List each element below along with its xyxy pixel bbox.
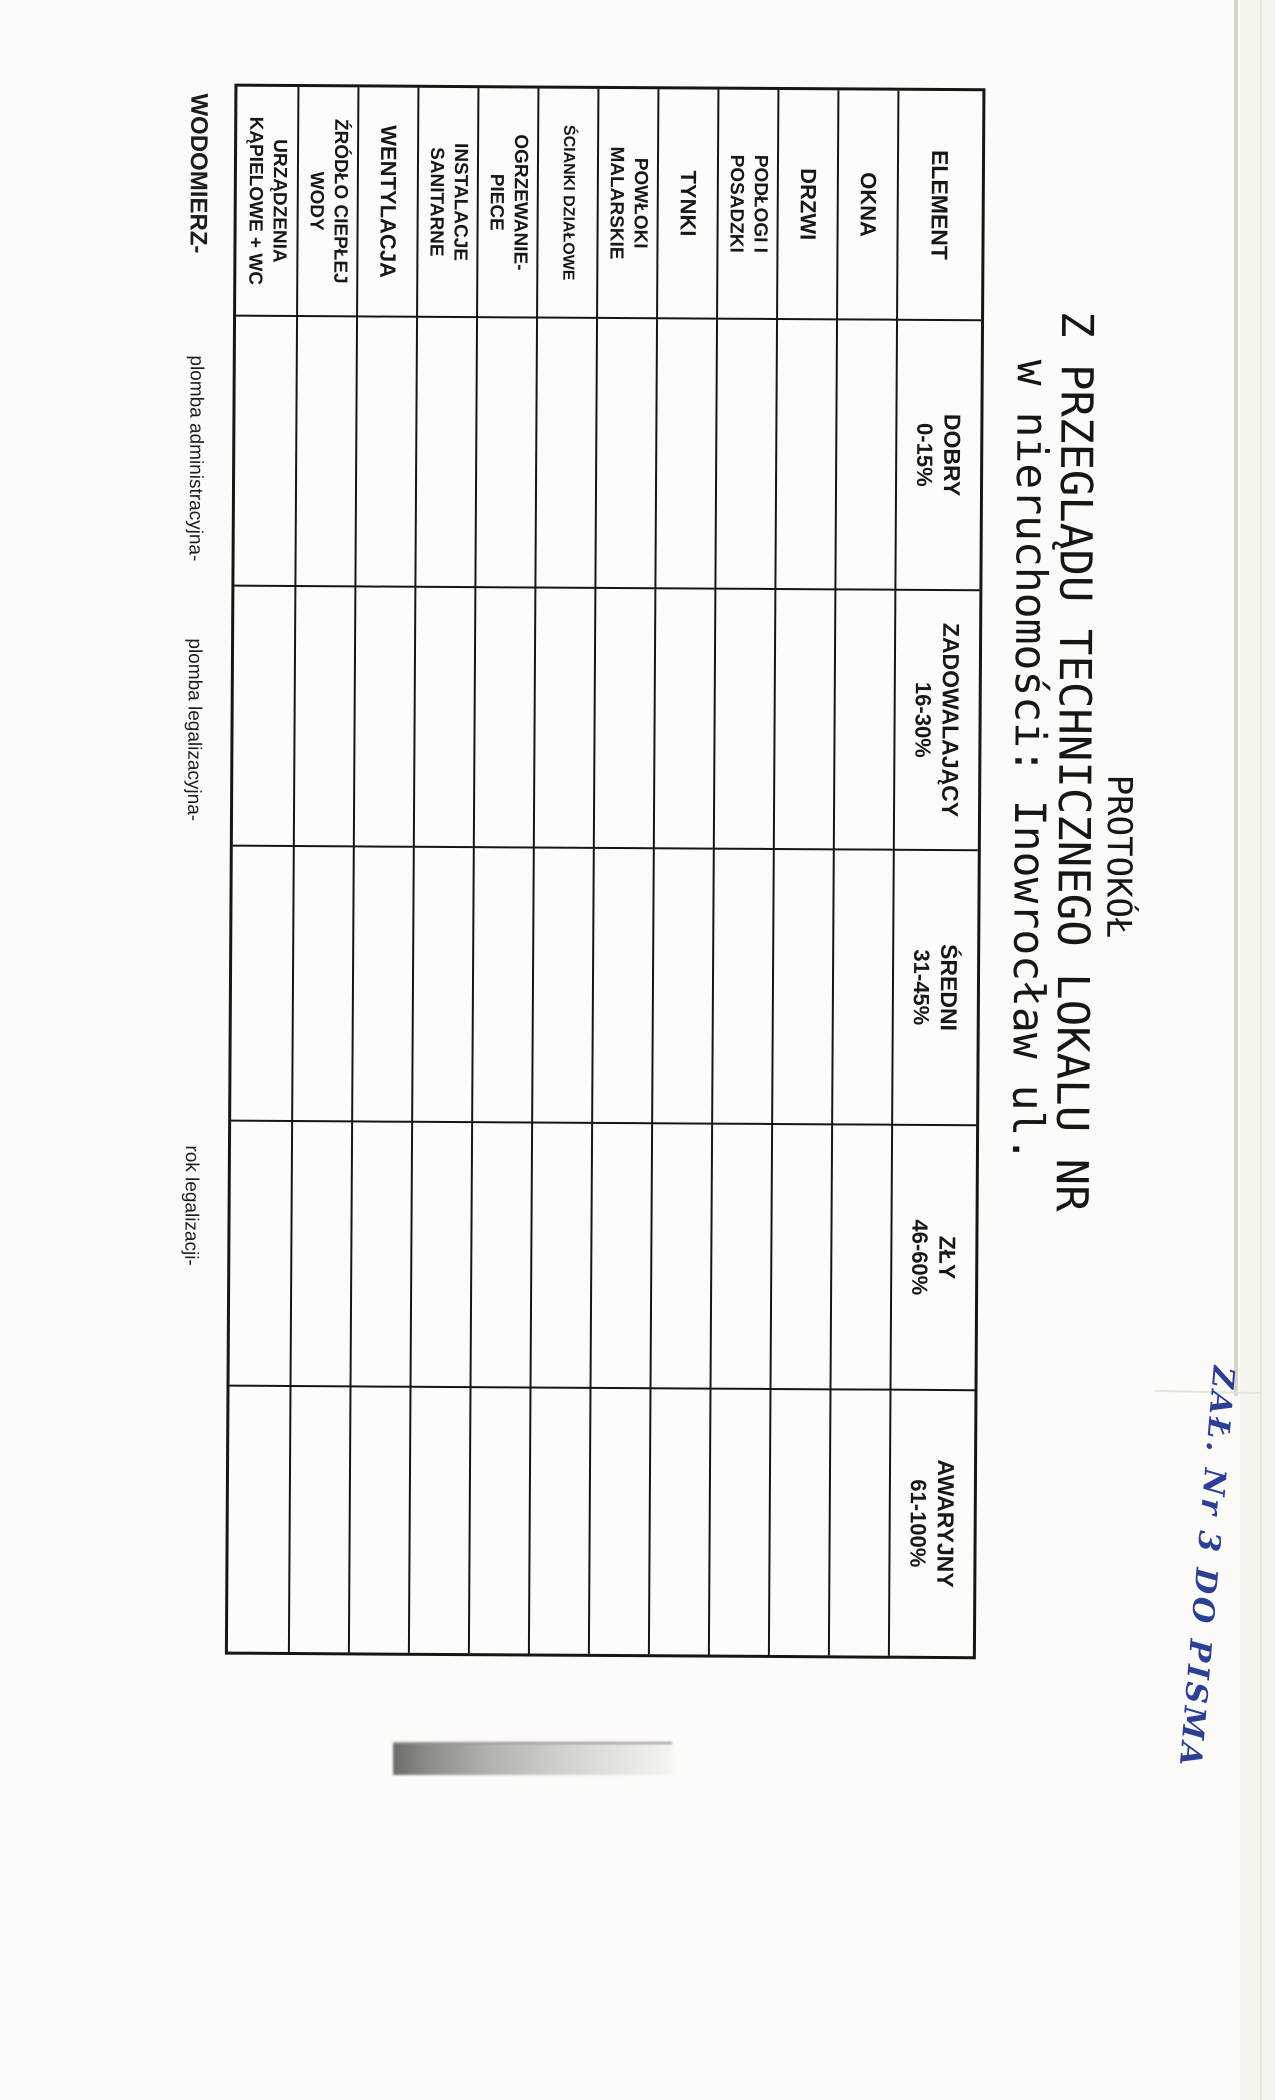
header-range: 46-60% bbox=[907, 1219, 934, 1296]
table-cell bbox=[530, 1123, 592, 1388]
table-cell bbox=[351, 847, 413, 1122]
row-label-drzwi bbox=[776, 90, 837, 320]
row-label-text: DRZWI bbox=[795, 168, 821, 241]
table-cell bbox=[348, 1387, 410, 1652]
table-cell bbox=[773, 590, 835, 850]
row-label-text: PODŁOGI I bbox=[749, 154, 772, 254]
table-cell bbox=[653, 589, 715, 849]
table-cell bbox=[410, 1123, 472, 1388]
table-cell bbox=[230, 1122, 292, 1387]
footer-rok-legalizacji: rok legalizacji- bbox=[180, 1145, 202, 1266]
row-label-powloki-malarskie bbox=[596, 89, 657, 319]
row-label-text: WODY bbox=[305, 171, 327, 231]
table-cell bbox=[413, 588, 475, 848]
table-cell bbox=[594, 319, 656, 589]
document-title-line2: Z PRZEGLĄDU TECHNICZNEGO LOKALU NR bbox=[1045, 310, 1103, 1212]
table-cell bbox=[473, 588, 535, 848]
table-cell bbox=[714, 320, 776, 590]
table-cell bbox=[228, 1387, 290, 1652]
header-label: ŚREDNI bbox=[936, 944, 963, 1032]
handwritten-attachment-note: ZAŁ. Nr 3 DO PISMA bbox=[1171, 1364, 1241, 1771]
row-label-okna bbox=[836, 90, 897, 320]
table-cell bbox=[294, 317, 356, 587]
header-cell-zly bbox=[889, 1126, 976, 1392]
header-range: 0-15% bbox=[912, 423, 938, 487]
table-cell bbox=[769, 1125, 831, 1390]
table-cell bbox=[834, 320, 896, 590]
header-label: ZADOWALAJĄCY bbox=[937, 622, 965, 818]
table-cell bbox=[233, 587, 295, 847]
document-title-block bbox=[1003, 288, 1145, 1234]
row-label-text: URZĄDZENIA bbox=[268, 139, 291, 263]
technical-inspection-table bbox=[225, 84, 986, 1660]
table-cell bbox=[231, 847, 293, 1122]
table-cell bbox=[350, 1122, 412, 1387]
table-cell bbox=[288, 1387, 350, 1652]
row-label-text: ŹRÓDŁO CIEPŁEJ bbox=[329, 118, 352, 284]
table-cell bbox=[354, 317, 416, 587]
table-cell bbox=[234, 317, 296, 587]
table-cell bbox=[831, 850, 893, 1125]
table-cell bbox=[708, 1390, 770, 1655]
table-cell bbox=[353, 587, 415, 847]
header-label: DOBRY bbox=[939, 413, 966, 497]
table-cell bbox=[771, 850, 833, 1125]
footer-plomba-administracyjna: plomba administracyjna- bbox=[184, 355, 207, 562]
row-label-text: OKNA bbox=[855, 172, 881, 237]
header-cell-dobry bbox=[894, 321, 981, 592]
table-cell bbox=[474, 318, 536, 588]
table-cell bbox=[710, 1125, 772, 1390]
table-cell bbox=[470, 1123, 532, 1388]
table-cell bbox=[408, 1388, 470, 1653]
table-cell bbox=[651, 849, 713, 1124]
header-label: ELEMENT bbox=[926, 149, 954, 260]
table-cell bbox=[593, 589, 655, 849]
table-cell bbox=[654, 319, 716, 589]
table-cell bbox=[588, 1389, 650, 1654]
table-cell bbox=[833, 590, 895, 850]
document-title-line3: w nieruchomości: Inowrocław ul. bbox=[1001, 359, 1057, 1163]
row-label-text: OGRZEWANIE- bbox=[509, 134, 532, 271]
header-cell-sredni bbox=[891, 851, 978, 1127]
header-label: ZŁY bbox=[934, 1235, 961, 1280]
table-cell bbox=[528, 1388, 590, 1653]
table-cell bbox=[768, 1390, 830, 1655]
table-cell bbox=[471, 848, 533, 1123]
table-cell bbox=[414, 318, 476, 588]
table-cell bbox=[468, 1388, 530, 1653]
table-cell bbox=[648, 1389, 710, 1654]
row-label-wentylacja bbox=[356, 87, 417, 317]
row-label-text: PIECE bbox=[485, 173, 507, 231]
row-label-instalacje-sanitarne bbox=[416, 88, 477, 318]
row-label-urzadzenia-kapielowe-wc bbox=[236, 87, 297, 317]
row-label-text: WENTYLACJA bbox=[375, 125, 402, 279]
row-label-tynki bbox=[656, 89, 717, 319]
table-cell bbox=[591, 849, 653, 1124]
table-cell bbox=[711, 850, 773, 1125]
table-cell bbox=[829, 1125, 891, 1390]
table-cell bbox=[828, 1390, 890, 1655]
row-label-text: POSADZKI bbox=[725, 154, 748, 253]
row-label-ogrzewanie-piece bbox=[476, 88, 537, 318]
footer-plomba-legalizacyjna: plomba legalizacyjna- bbox=[182, 638, 206, 822]
header-cell-element bbox=[896, 91, 982, 322]
footer-wodomierz: WODOMIERZ- bbox=[184, 93, 213, 254]
table-cell bbox=[290, 1122, 352, 1387]
table-cell bbox=[534, 319, 596, 589]
table-cell bbox=[411, 848, 473, 1123]
table-cell bbox=[590, 1124, 652, 1389]
table-cell bbox=[533, 588, 595, 848]
table-cell bbox=[291, 847, 353, 1122]
row-label-podlogi-posadzki bbox=[716, 90, 777, 320]
header-range: 16-30% bbox=[910, 681, 937, 758]
row-label-text: MALARSKIE bbox=[605, 146, 628, 260]
header-range: 31-45% bbox=[909, 949, 935, 1026]
row-label-text: SANITARNE bbox=[425, 147, 448, 257]
row-label-text: KĄPIELOWE + WC bbox=[244, 116, 267, 286]
row-label-text: INSTALACJE bbox=[449, 143, 472, 262]
table-cell bbox=[774, 320, 836, 590]
row-label-zrodlo-cieplej-wody bbox=[296, 87, 357, 317]
row-label-text: ŚCIANKI DZIAŁOWE bbox=[559, 124, 578, 281]
header-cell-awaryjny bbox=[888, 1391, 975, 1657]
table-cell bbox=[531, 848, 593, 1123]
table-cell bbox=[293, 587, 355, 847]
row-label-text: POWŁOKI bbox=[629, 157, 652, 249]
header-cell-zadowalajacy bbox=[893, 591, 980, 852]
row-label-scianki-dzialowe bbox=[536, 89, 597, 319]
document-title-line1: PROTOKÓŁ bbox=[1098, 774, 1140, 939]
row-label-text: TYNKI bbox=[675, 170, 701, 237]
header-range: 61-100% bbox=[905, 1479, 932, 1568]
table-cell bbox=[713, 590, 775, 850]
table-cell bbox=[650, 1124, 712, 1389]
header-label: AWARYJNY bbox=[932, 1459, 960, 1588]
